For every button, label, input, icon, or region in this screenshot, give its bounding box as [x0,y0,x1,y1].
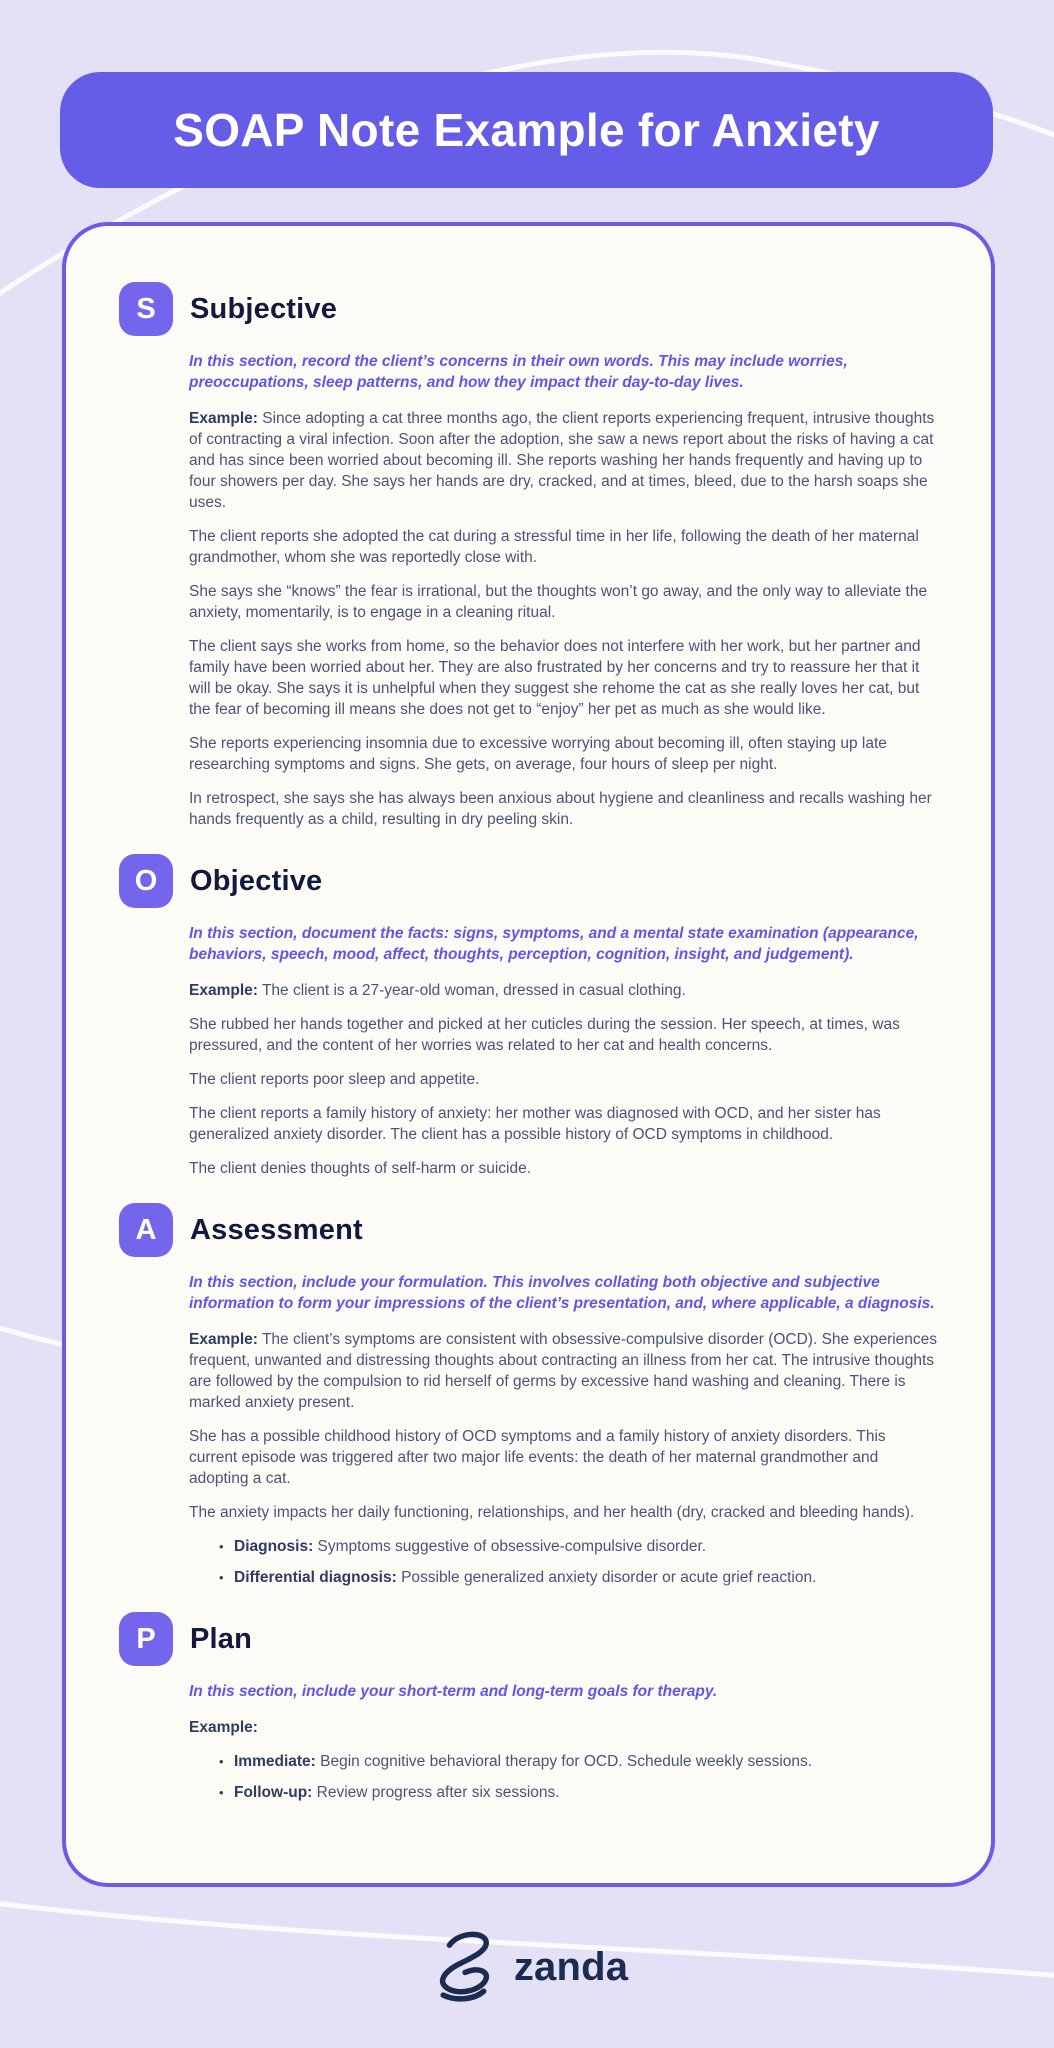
immediate-label: Immediate: [234,1753,316,1770]
section-objective [119,854,938,1179]
example-label: Example: [189,1719,258,1736]
assessment-paragraph: The anxiety impacts her daily functioning, relationships, and her health (dry, cracked and bleeding hands). [189,1504,915,1521]
follow-up-label: Follow-up: [234,1784,313,1801]
plan-bullet [219,1782,938,1803]
bullet-text: Symptoms suggestive of obsessive-compulsive disorder. [317,1538,707,1555]
bullet-text: Begin cognitive behavioral therapy for OCD. Schedule weekly sessions. [320,1753,813,1770]
assessment-paragraph [189,1329,938,1413]
section-objective-body [189,923,938,1179]
paragraph-text: The client is a 27-year-old woman, dressed in casual clothing. [261,982,686,999]
example-label: Example: [189,410,258,427]
footer-brand-area [0,1928,1054,2006]
section-plan [119,1612,938,1803]
section-title-objective: Objective [190,864,323,897]
differential-diagnosis-label: Differential diagnosis: [234,1569,397,1586]
section-title-subjective: Subjective [190,292,338,325]
plan-bullet [219,1751,938,1772]
objective-intro: In this section, document the facts: signs, symptoms, and a mental state examination (appearance, behaviors, speech, mood, affect, thoughts, perception, cognition, insight, and judgement). [189,925,919,963]
plan-bullet-list [189,1751,938,1803]
subjective-intro: In this section, record the client’s concerns in their own words. This may include worries, preoccupations, sleep patterns, and how they impact their day-to-day lives. [189,353,848,391]
example-label: Example: [189,982,258,999]
section-title-assessment: Assessment [190,1213,363,1246]
footer-brand-text: zanda [513,1944,629,1989]
paragraph-text: The client’s symptoms are consistent with obsessive-compulsive disorder (OCD). She experiences frequent, unwanted and distressing thoughts about contracting an illness from her cat. The intrusive thoughts are followed by the compulsion to rid herself of germs by excessive hand washing and cleaning. There is marked anxiety present. [189,1331,938,1411]
subjective-paragraph: The client reports she adopted the cat during a stressful time in her life, following the death of her maternal grandmother, whom she was reportedly close with. [189,528,919,566]
plan-paragraph [189,1717,938,1738]
objective-paragraph [189,980,938,1001]
objective-letter-badge: O [119,854,173,908]
section-assessment-body [189,1272,938,1588]
paragraph-text: Since adopting a cat three months ago, the client reports experiencing frequent, intrusive thoughts of contracting a viral infection. Soon after the adoption, she saw a news report about the risks of having a cat and has since been worried about becoming ill. She reports washing her hands frequently and having up to four showers per day. She says her hands are dry, cracked, and at times, bleed, due to the harsh soaps she uses. [189,410,935,511]
diagnosis-label: Diagnosis: [234,1538,314,1555]
subjective-letter-badge: S [119,282,173,336]
subjective-paragraph [189,408,938,513]
subjective-paragraph: She reports experiencing insomnia due to excessive worrying about becoming ill, often staying up late researching symptoms and signs. She gets, on average, four hours of sleep per night. [189,735,887,773]
section-objective-header [119,854,938,908]
objective-paragraph: The client reports poor sleep and appetite. [189,1071,480,1088]
subjective-paragraph: She says she “knows” the fear is irrational, but the thoughts won’t go away, and the only way to alleviate the anxiety, momentarily, is to engage in a cleaning ritual. [189,583,928,621]
objective-paragraph: She rubbed her hands together and picked at her cuticles during the session. Her speech, at times, was pressured, and the content of her worries was related to her cat and health concerns. [189,1016,900,1054]
section-title-plan: Plan [190,1622,253,1655]
assessment-intro: In this section, include your formulation. This involves collating both objective and subjective information to form your impressions of the client’s presentation, and, where applicable, a diagnosis. [189,1274,935,1312]
example-label: Example: [189,1331,258,1348]
section-subjective [119,282,938,830]
objective-paragraph: The client reports a family history of anxiety: her mother was diagnosed with OCD, and her sister has generalized anxiety disorder. The client has a possible history of OCD symptoms in childhood. [189,1105,881,1143]
assessment-paragraph: She has a possible childhood history of OCD symptoms and a family history of anxiety disorders. This current episode was triggered after two major life events: the death of her maternal grandmother and adopting a cat. [189,1428,886,1487]
header-banner [60,72,993,188]
page-title: SOAP Note Example for Anxiety [173,104,880,156]
assessment-bullet [219,1567,938,1588]
soap-note-card [62,222,995,1887]
assessment-bullet [219,1536,938,1557]
section-subjective-body [189,351,938,830]
bullet-text: Possible generalized anxiety disorder or acute grief reaction. [401,1569,817,1586]
section-assessment-header [119,1203,938,1257]
section-plan-header [119,1612,938,1666]
bullet-text: Review progress after six sessions. [316,1784,560,1801]
section-plan-body [189,1681,938,1803]
subjective-paragraph: The client says she works from home, so the behavior does not interfere with her work, but her partner and family have been worried about her. They are also frustrated by her concerns and try to reassure her that it will be okay. She says it is unhelpful when they suggest she rehome the cat as she really loves her cat, but the fear of becoming ill means she does not get to “enjoy” her pet as much as she would like. [189,638,921,718]
plan-letter-badge: P [119,1612,173,1666]
assessment-letter-badge: A [119,1203,173,1257]
section-subjective-header [119,282,938,336]
zanda-logo-icon [426,1928,504,2006]
objective-paragraph: The client denies thoughts of self-harm or suicide. [189,1160,532,1177]
section-assessment [119,1203,938,1588]
subjective-paragraph: In retrospect, she says she has always been anxious about hygiene and cleanliness and recalls washing her hands frequently as a child, resulting in dry peeling skin. [189,790,932,828]
assessment-bullet-list [189,1536,938,1588]
plan-intro: In this section, include your short-term and long-term goals for therapy. [189,1683,718,1700]
